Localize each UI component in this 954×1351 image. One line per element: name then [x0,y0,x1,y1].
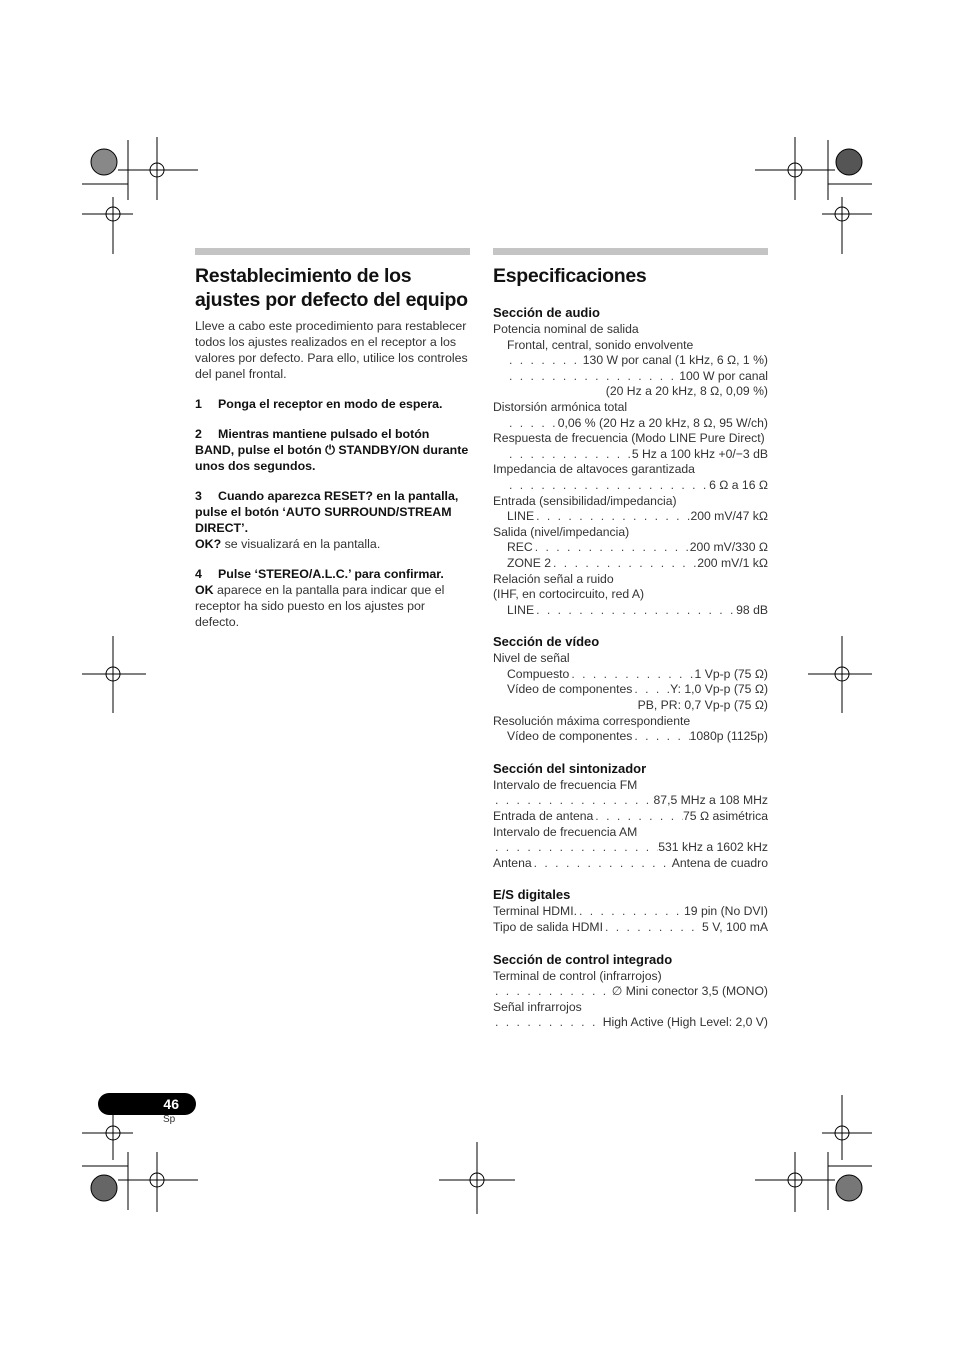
spec-row: Compuesto . . . 1 Vp-p (75 Ω) [493,667,768,683]
crop-starburst-icon [91,1175,117,1201]
spec-value: (20 Hz a 20 kHz, 8 Ω, 0,09 %) [605,384,768,399]
step-3-note: OK? se visualizará en la pantalla. [195,537,381,551]
spec-row: Vídeo de componentes . . . 1080p (1125p) [493,729,768,745]
audio-section [493,304,768,618]
spec-row: . . . 87,5 MHz a 108 MHz [493,793,768,809]
tuner-section [493,760,768,872]
spec-label: Relación señal a ruido [493,571,614,586]
spec-row: Terminal HDMI. . . . 19 pin (No DVI) [493,904,768,920]
spec-label: Señal infrarrojos [493,999,582,1014]
spec-row: . . . 130 W por canal (1 kHz, 6 Ω, 1 %) [493,353,768,369]
spec-sublabel: (IHF, en cortocircuito, red A) [493,587,645,602]
spec-label: Potencia nominal de salida [493,322,639,336]
step-4: 4 Pulse ‘STEREO/A.L.C.’ para confirmar. [195,567,444,581]
step-4-note: OK aparece en la pantalla para indicar que el receptor ha sido puesto en los ajustes por defecto. [195,583,445,629]
digital-heading: E/S digitales [493,887,571,903]
spec-row: . . . 531 kHz a 1602 kHz [493,840,768,856]
spec-row: LINE . . . 98 dB [493,603,768,619]
spec-row: LINE . . . 200 mV/47 kΩ [493,509,768,525]
step-3: 3 Cuando aparezca RESET? en la pantalla, pulse el botón ‘AUTO SURROUND/STREAM DIRECT’. [195,489,459,535]
reset-section [195,248,470,630]
page-language: Sp [163,1114,176,1125]
page-number: 46 [163,1096,179,1112]
control-section [493,951,768,1031]
control-heading: Sección de control integrado [493,951,673,967]
spec-label: Intervalo de frecuencia AM [493,824,638,839]
crop-starburst-icon [836,1175,862,1201]
page-number-badge [98,1093,196,1115]
spec-row: . . . ∅ Mini conector 3,5 (MONO) [493,984,768,1000]
reset-title: Restablecimiento de los ajustes por defecto del equipo [195,265,468,311]
spec-row: . . . 6 Ω a 16 Ω [493,478,768,494]
tuner-heading: Sección del sintonizador [493,760,647,776]
spec-row: Antena . . . Antena de cuadro [493,856,768,872]
spec-label: Distorsión armónica total [493,399,628,414]
spec-row: REC . . . 200 mV/330 Ω [493,540,768,556]
spec-row: . . . High Active (High Level: 2,0 V) [493,1015,768,1031]
digital-section [493,886,768,935]
video-heading: Sección de vídeo [493,634,600,650]
crop-starburst-icon [91,149,117,175]
step-1: 1 Ponga el receptor en modo de espera. [195,397,443,411]
spec-row: Vídeo de componentes . . . Y: 1,0 Vp-p (75 Ω) [493,682,768,698]
spec-row: ZONE 2 . . . 200 mV/1 kΩ [493,556,768,572]
spec-value: PB, PR: 0,7 Vp-p (75 Ω) [637,698,768,713]
section-bar [195,248,470,255]
audio-heading: Sección de audio [493,305,600,320]
crop-starburst-icon [836,149,862,175]
spec-label: Salida (nivel/impedancia) [493,524,630,539]
spec-label: Nivel de señal [493,651,570,666]
step-2: 2 Mientras mantiene pulsado el botón BAND, pulse el botón ⏻ STANDBY/ON durante unos dos segundos. [195,427,469,473]
specs-title: Especificaciones [493,265,647,287]
spec-label: Entrada (sensibilidad/impedancia) [493,493,677,508]
spec-row: . . . 0,06 % (20 Hz a 20 kHz, 8 Ω, 95 W/ch) [493,416,768,432]
spec-label: Respuesta de frecuencia (Modo LINE Pure Direct) [493,431,765,446]
spec-label: Impedancia de altavoces garantizada [493,462,695,477]
spec-row: . . . 5 Hz a 100 kHz +0/−3 dB [493,447,768,463]
spec-sublabel: Frontal, central, sonido envolvente [507,337,694,352]
spec-row: Entrada de antena . . . 75 Ω asimétrica [493,809,768,825]
spec-row: Tipo de salida HDMI . . . 5 V, 100 mA [493,920,768,936]
specs-section [493,248,768,1046]
section-bar [493,248,768,255]
spec-label: Resolución máxima correspondiente [493,713,691,728]
reset-intro: Lleve a cabo este procedimiento para restablecer todos los ajustes realizados en el receptor a los valores por defecto. Para ello, utilice los controles del panel frontal. [195,319,468,381]
spec-row: . . . 100 W por canal [493,369,768,385]
spec-label: Intervalo de frecuencia FM [493,777,638,792]
video-section [493,633,768,745]
spec-label: Terminal de control (infrarrojos) [493,968,662,983]
